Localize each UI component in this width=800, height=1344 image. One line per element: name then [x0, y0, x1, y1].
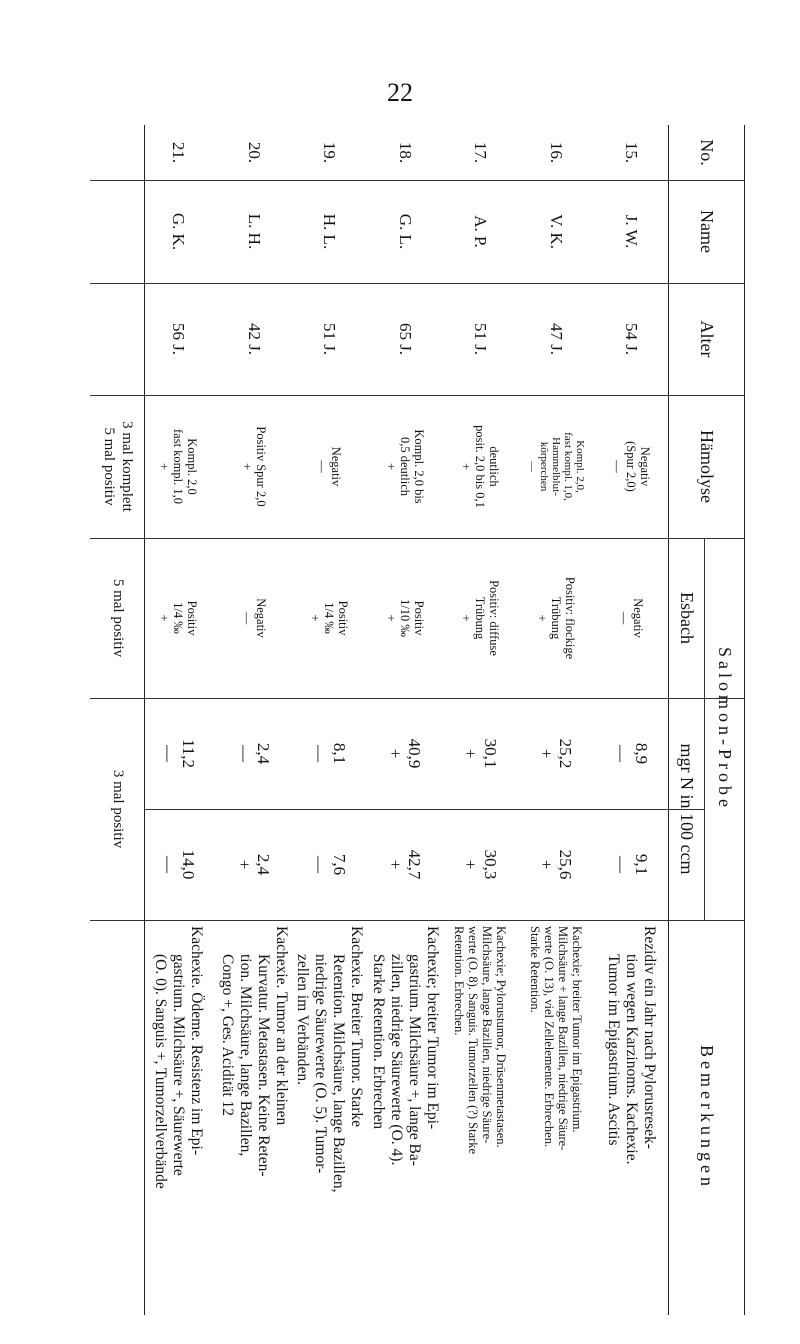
- esbach-line: Positiv: flockige: [562, 576, 577, 660]
- esbach-line: 1/4 ‰: [322, 602, 337, 634]
- haemolyse-line: posit. 2,0 bis 0,1: [473, 425, 488, 508]
- esbach-line: —: [617, 611, 632, 625]
- mgr1-line: 2,4: [254, 742, 274, 765]
- cell-name: A. P.: [471, 215, 491, 248]
- mgr2-line: —: [612, 856, 632, 873]
- haemolyse-line: fast kompl. 1,0,: [561, 432, 574, 501]
- cell-name: L. H.: [244, 213, 264, 250]
- header-no: No.: [697, 139, 718, 166]
- summary-haemolyse-line: 5 mal positiv: [101, 427, 118, 506]
- cell-bemerkungen: [292, 920, 368, 1315]
- cell-no: 19.: [320, 141, 340, 164]
- cell-haemolyse: [518, 395, 594, 538]
- bemerkungen-line: werte (O. 8). Sanguis. Tumorzellen (?) Starke: [466, 926, 481, 1155]
- haemolyse-line: Hammelblut-: [549, 437, 562, 496]
- column-divider: [90, 180, 745, 181]
- haemolyse-line: 0,5 deutlich: [397, 436, 412, 496]
- cell-haemolyse: [141, 395, 217, 538]
- esbach-line: Negativ: [631, 598, 646, 638]
- cell-mgr1: [216, 698, 292, 809]
- header-alter: Alter: [697, 320, 718, 358]
- mgr2-line: +: [461, 859, 481, 870]
- mgr2-line: 14,0: [178, 849, 198, 880]
- column-divider: [90, 395, 745, 396]
- cell-mgr1: [443, 698, 519, 809]
- esbach-line: Positiv: [411, 600, 426, 636]
- column-divider: [145, 809, 705, 810]
- bemerkungen-line: tion. Milchsäure, lange Bazillen,: [236, 954, 254, 1157]
- cell-bemerkungen: [443, 920, 519, 1315]
- cell-haemolyse: [367, 395, 443, 538]
- esbach-line: Trübung: [473, 596, 488, 640]
- mgr1-line: 30,1: [480, 738, 500, 769]
- cell-mgr2: [367, 809, 443, 920]
- summary-haemolyse: [90, 395, 145, 538]
- cell-mgr2: [594, 809, 670, 920]
- cell-name: H. L.: [320, 213, 340, 250]
- cell-esbach: [518, 538, 594, 698]
- mgr2-line: +: [385, 859, 405, 870]
- bemerkungen-line: Kachexie. Breiter Tumor. Starke: [348, 926, 366, 1128]
- bemerkungen-line: Kachexie; Pylorustumor, Drüsenmetastasen.: [494, 926, 509, 1148]
- cell-bemerkungen: [518, 920, 594, 1315]
- cell-haemolyse: [594, 395, 670, 538]
- header-sub-rule: [704, 538, 705, 920]
- bemerkungen-line: Retention. Erbrechen.: [452, 926, 467, 1036]
- haemolyse-line: +: [459, 462, 474, 471]
- cell-haemolyse: [292, 395, 368, 538]
- bemerkungen-line: niedrige Säurewerte (O. 5). Tumor-: [312, 954, 330, 1174]
- haemolyse-line: —: [315, 460, 330, 473]
- bemerkungen-line: Kachexie; breiter Tumor im Epi-: [423, 926, 441, 1130]
- bemerkungen-line: Starke Retention. Erbrechen: [369, 954, 387, 1130]
- mgr2-line: +: [536, 859, 556, 870]
- cell-mgr1: [367, 698, 443, 809]
- cell-no: 17.: [471, 141, 491, 164]
- column-divider: [90, 920, 745, 921]
- haemolyse-line: —: [525, 461, 538, 472]
- cell-no: 15.: [622, 141, 642, 164]
- bemerkungen-line: Starke Retention.: [527, 926, 542, 1013]
- esbach-line: +: [459, 614, 474, 622]
- cell-haemolyse: [216, 395, 292, 538]
- mgr2-line: 30,3: [480, 849, 500, 880]
- cell-alter: 65 J.: [395, 322, 415, 356]
- cell-mgr2: [518, 809, 594, 920]
- haemolyse-line: Kompl. 2,0: [185, 438, 200, 495]
- cell-alter: 54 J.: [622, 322, 642, 356]
- cell-mgr2: [141, 809, 217, 920]
- haemolyse-line: körperchen: [537, 441, 550, 492]
- mgr1-line: 8,1: [329, 742, 349, 765]
- cell-no: 21.: [169, 141, 189, 164]
- haemolyse-line: Negativ: [638, 446, 653, 487]
- cell-mgr1: [594, 698, 670, 809]
- haemolyse-line: Positiv Spur 2,0: [253, 426, 268, 507]
- esbach-line: +: [308, 614, 323, 622]
- summary-esbach: 5 mal positiv: [110, 578, 127, 658]
- bemerkungen-line: gastrium. Milchsäure +, lange Ba-: [405, 954, 423, 1166]
- column-divider: [90, 538, 745, 539]
- mgr1-line: —: [159, 745, 179, 762]
- bemerkungen-line: Congo +, Ges. Acidität 12: [218, 954, 236, 1117]
- cell-esbach: [594, 538, 670, 698]
- mgr2-line: —: [159, 856, 179, 873]
- column-divider: [90, 283, 745, 284]
- esbach-line: Trübung: [548, 596, 563, 640]
- mgr1-line: +: [385, 748, 405, 759]
- esbach-line: Positiv: [336, 600, 351, 636]
- mgr2-line: +: [234, 859, 254, 870]
- haemolyse-line: (Spur 2,0): [624, 441, 639, 492]
- cell-esbach: [141, 538, 217, 698]
- esbach-line: Positiv: diffuse: [487, 580, 502, 656]
- header-salomon-probe: Salomon-Probe: [715, 647, 736, 811]
- cell-bemerkungen: [594, 920, 670, 1315]
- haemolyse-line: —: [610, 460, 625, 473]
- mgr1-line: +: [461, 748, 481, 759]
- haemolyse-line: fast kompl. 1,0: [171, 429, 186, 504]
- header-mgr-n: mgr N in 100 ccm: [677, 743, 698, 875]
- bemerkungen-line: Kachexie. Ödeme. Resistenz im Epi-: [188, 926, 206, 1155]
- bemerkungen-line: Kachexie; breiter Tumor im Epigastrium.: [569, 926, 584, 1133]
- cell-mgr1: [518, 698, 594, 809]
- cell-mgr2: [292, 809, 368, 920]
- esbach-line: 1/10 ‰: [397, 599, 412, 637]
- cell-alter: 47 J.: [546, 322, 566, 356]
- cell-name: V. K.: [546, 213, 566, 250]
- mgr1-line: 40,9: [405, 738, 425, 769]
- haemolyse-line: +: [383, 462, 398, 471]
- haemolyse-line: Negativ: [329, 446, 344, 487]
- header-esbach: Esbach: [677, 592, 698, 644]
- cell-no: 18.: [395, 141, 415, 164]
- cell-bemerkungen: [216, 920, 292, 1315]
- mgr2-line: —: [310, 856, 330, 873]
- column-divider: [90, 698, 745, 699]
- mgr1-line: 8,9: [631, 742, 651, 765]
- bemerkungen-line: gastrium. Milchsäure +, Säurewerte: [170, 954, 188, 1176]
- bemerkungen-line: zellen im Verbänden.: [294, 954, 312, 1085]
- bemerkungen-line: Kurvatur. Metastasen. Keine Reten-: [254, 954, 272, 1177]
- esbach-line: +: [157, 614, 172, 622]
- esbach-line: Negativ: [253, 598, 268, 638]
- cell-name: J. W.: [622, 214, 642, 249]
- data-table: [90, 125, 745, 1315]
- mgr1-line: —: [234, 745, 254, 762]
- cell-no: 16.: [546, 141, 566, 164]
- cell-esbach: [292, 538, 368, 698]
- mgr2-line: 9,1: [631, 853, 651, 876]
- cell-alter: 42 J.: [244, 322, 264, 356]
- bemerkungen-line: Milchsäure + lange Bazillen, niedrige Säure-: [555, 926, 570, 1151]
- haemolyse-line: Kompl. 2,0 bis: [411, 429, 426, 504]
- header-name: Name: [697, 210, 718, 253]
- header-bemerkungen: Bemerkungen: [697, 1045, 718, 1190]
- esbach-line: —: [239, 611, 254, 625]
- cell-mgr1: [292, 698, 368, 809]
- summary-haemolyse-line: 3 mal komplett: [118, 421, 135, 512]
- esbach-line: +: [383, 614, 398, 622]
- table-top-rule: [744, 125, 745, 1315]
- cell-alter: 56 J.: [169, 322, 189, 356]
- bemerkungen-line: Milchsäure, lange Bazillen, niedrige Säure-: [480, 926, 495, 1144]
- mgr1-line: 11,2: [178, 738, 198, 769]
- esbach-line: +: [534, 614, 549, 622]
- haemolyse-line: +: [157, 462, 172, 471]
- header-rule: [668, 125, 669, 1315]
- cell-esbach: [216, 538, 292, 698]
- bemerkungen-line: zillen, niedrige Säurewerte (O. 4).: [387, 954, 405, 1166]
- cell-esbach: [443, 538, 519, 698]
- cell-haemolyse: [443, 395, 519, 538]
- haemolyse-line: Kompl. 2,0,: [573, 440, 586, 493]
- cell-name: G. K.: [169, 212, 189, 251]
- summary-rule: [144, 125, 145, 1315]
- esbach-line: 1/4 ‰: [171, 602, 186, 634]
- cell-bemerkungen: [367, 920, 443, 1315]
- bemerkungen-line: (O. 0). Sanguis +, Tumorzellverbände: [152, 954, 170, 1189]
- esbach-line: Positiv: [185, 600, 200, 636]
- bemerkungen-line: Rezidiv ein Jahr nach Pylorusresek-: [641, 926, 659, 1149]
- bemerkungen-line: Tumor im Epigastrium. Ascitis: [605, 954, 623, 1146]
- page-number: 22: [387, 78, 413, 107]
- summary-mgr: 3 mal positiv: [110, 769, 127, 849]
- mgr2-line: 2,4: [254, 853, 274, 876]
- bemerkungen-line: Kachexie. Tumor an der kleinen: [272, 926, 290, 1126]
- cell-mgr2: [443, 809, 519, 920]
- bemerkungen-line: Retention. Milchsäure, lange Bazillen,: [330, 954, 348, 1193]
- bemerkungen-line: werte (O. 13), viel Zellelemente. Erbrechen.: [541, 926, 556, 1148]
- cell-name: G. L.: [395, 213, 415, 250]
- mgr2-line: 7,6: [329, 853, 349, 876]
- cell-mgr1: [141, 698, 217, 809]
- mgr1-line: 25,2: [556, 738, 576, 769]
- mgr2-line: 25,6: [556, 849, 576, 880]
- mgr1-line: —: [310, 745, 330, 762]
- cell-alter: 51 J.: [471, 322, 491, 356]
- cell-esbach: [367, 538, 443, 698]
- haemolyse-line: deutlich: [487, 446, 502, 487]
- cell-mgr2: [216, 809, 292, 920]
- mgr1-line: —: [612, 745, 632, 762]
- mgr2-line: 42,7: [405, 849, 425, 880]
- haemolyse-line: +: [239, 462, 254, 471]
- bemerkungen-line: tion wegen Karzinoms. Kachexie.: [623, 954, 641, 1165]
- cell-no: 20.: [244, 141, 264, 164]
- cell-bemerkungen: [141, 920, 217, 1315]
- mgr1-line: +: [536, 748, 556, 759]
- cell-alter: 51 J.: [320, 322, 340, 356]
- header-haemolyse: Hämolyse: [697, 430, 718, 503]
